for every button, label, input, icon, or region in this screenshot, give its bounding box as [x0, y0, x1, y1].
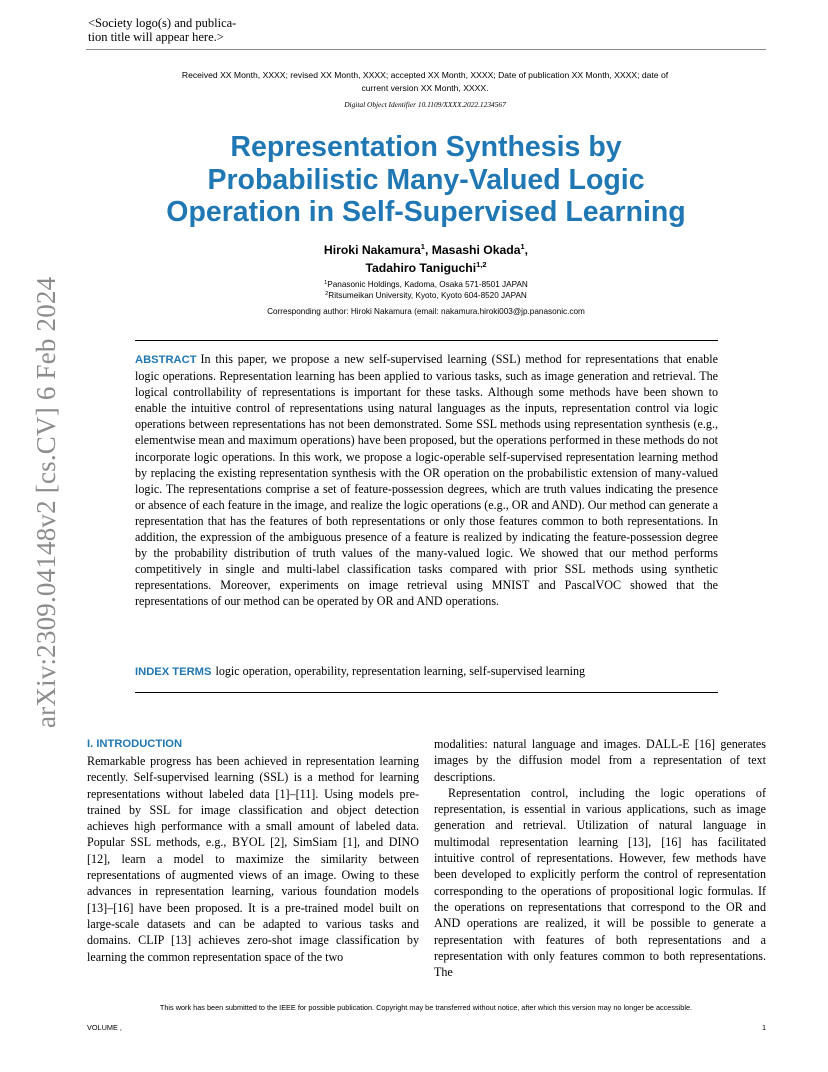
author-affil-sup: 1,2 — [476, 260, 487, 269]
author-name: Hiroki Nakamura — [323, 243, 421, 257]
society-line-2: tion title will appear here.> — [88, 29, 224, 44]
author-affil-sup: 1 — [520, 242, 525, 251]
paragraph: Representation control, including the logic operations of representation, is essential in various applications, such as image generation and retrieval. Utilization of natural language in multimodal representation learning [13], [16] has facilitated intuitive control of representations. However, few methods have been developed to explicitly perform the control of representation corresponding to the operations of propositional logic formulas. If the operations on representations that correspond to the OR and AND operations are realized, it will be possible to generate a representation with features of both representations and a representation with only features common to both representations. The — [434, 785, 766, 980]
title-line-3: Operation in Self-Supervised Learning — [166, 196, 686, 228]
abstract — [135, 351, 718, 610]
copyright-notice: This work has been submitted to the IEEE for possible publication. Copyright may be transferred without notice, after which this version may no longer be accessible. — [159, 1003, 693, 1012]
doi: Digital Object Identifier 10.1109/XXXX.2022.1234567 — [344, 100, 506, 109]
abstract-bottom-rule — [135, 692, 718, 693]
author-name: Tadahiro Taniguchi — [365, 261, 477, 275]
author-separator: , — [524, 243, 529, 257]
abstract-top-rule — [135, 340, 718, 341]
arxiv-identifier: arXiv:2309.04148v2 [cs.CV] 6 Feb 2024 — [31, 276, 61, 728]
left-column — [87, 736, 419, 965]
affiliations — [150, 279, 702, 301]
society-line-1: <Society logo(s) and publica- — [88, 16, 237, 30]
author-affil-sup: 1 — [420, 242, 425, 251]
author-list — [150, 241, 702, 277]
index-terms-text: logic operation, operability, representation learning, self-supervised learning — [215, 664, 586, 678]
received-dates — [150, 69, 700, 94]
paragraph: Remarkable progress has been achieved in representation learning recently. Self-supervised learning (SSL) is a method for learning representations without labeled data [1]–[11]. Using models pre-trained by SSL for image classification and object detection achieves high performance with a small amount of labeled data. Popular SSL methods, e.g., BYOL [2], SimSiam [1], and DINO [12], learn a model to maximize the similarity between representations of augmented views of an image. Owing to these advances in representation learning, various foundation models [13]–[16] have been proposed. It is a pre-trained model built on large-scale datasets and can be adapted to various tasks and domains. CLIP [13] achieves zero-shot image classification by learning the common representation space of the two — [87, 754, 419, 964]
index-terms — [135, 663, 718, 680]
paper-title — [100, 131, 752, 229]
title-line-1: Representation Synthesis by — [230, 131, 622, 163]
right-column — [434, 736, 766, 980]
society-placeholder — [88, 17, 288, 44]
index-terms-label: INDEX TERMS — [135, 666, 212, 678]
received-line-1: Received XX Month, XXXX; revised XX Month, XXXX; accepted XX Month, XXXX; Date of publication XX Month, XXXX; date of — [181, 70, 669, 80]
corresponding-author: Corresponding author: Hiroki Nakamura (email: nakamura.hiroki003@jp.panasonic.com — [267, 307, 585, 316]
abstract-label: ABSTRACT — [135, 354, 197, 366]
affiliation: Ritsumeikan University, Kyoto, Kyoto 604-8520 JAPAN — [328, 291, 527, 300]
page-number: 1 — [761, 1023, 766, 1032]
author-name: Masashi Okada — [431, 243, 521, 257]
affil-sup: 2 — [325, 291, 329, 297]
volume-label: VOLUME , — [87, 1023, 122, 1032]
abstract-text: In this paper, we propose a new self-supervised learning (SSL) method for representations that enable logic operations. Representation learning has been applied to various tasks, such as image generation and retrieval. The logical controllability of representations is important for these tasks. Although some methods have been shown to enable the intuitive control of representations using natural languages as the inputs, representation control via logic operations between representations has not been demonstrated. Some SSL methods using representation synthesis (e.g., elementwise mean and maximum operations) have been proposed, but the operations performed in these methods do not incorporate logic operations. In this work, we propose a logic-operable self-supervised representation learning method by replacing the existing representation synthesis with the OR operation on the probabilistic extension of many-valued logic. The representations comprise a set of feature-possession degrees, which are truth values indicating the presence or absence of each feature in the image, and realize the logic operations (e.g., OR and AND). Our method can generate a representation that has the features of both representations or only those features common to both representations. In addition, the expression of the ambiguous presence of a feature is realized by indicating the feature-possession degree by the probability distribution of truth values of the many-valued logic. We showed that our method performs competitively in single and multi-label classification tasks compared with prior SSL methods using synthetic representations. Moreover, experiments on image retrieval using MNIST and PascalVOC showed that the representations of our method can be operated by OR and AND operations. — [135, 352, 718, 609]
author-separator: , — [424, 243, 432, 257]
affiliation: Panasonic Holdings, Kadoma, Osaka 571-8501 JAPAN — [327, 280, 528, 289]
paragraph: modalities: natural language and images. DALL-E [16] generates images by the diffusion model from a representation of text descriptions. — [434, 737, 766, 784]
title-line-2: Probabilistic Many-Valued Logic — [207, 163, 645, 196]
section-heading: I. INTRODUCTION — [87, 738, 183, 750]
header-rule — [86, 49, 766, 50]
affil-sup: 1 — [324, 280, 328, 286]
received-line-2: current version XX Month, XXXX. — [361, 82, 489, 93]
